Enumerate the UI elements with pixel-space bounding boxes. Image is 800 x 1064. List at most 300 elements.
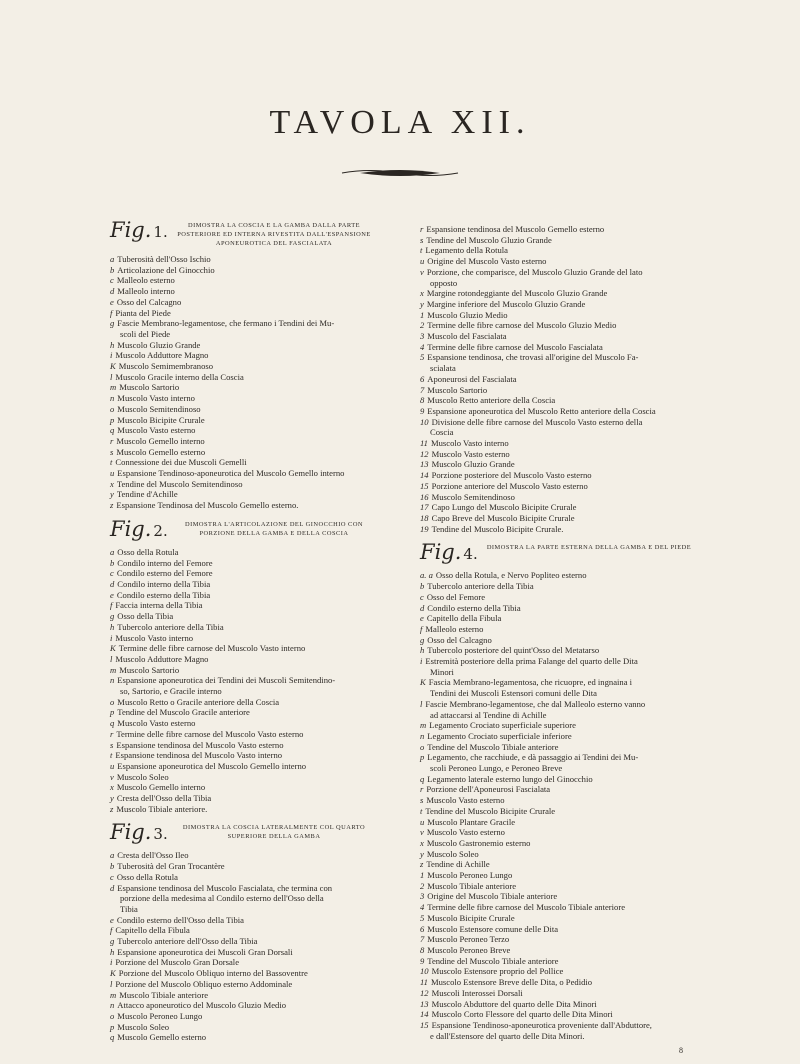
legend-item — [110, 600, 380, 611]
plate-title: TAVOLA XII. — [269, 104, 531, 141]
legend-key: u — [420, 256, 425, 267]
legend-item — [420, 603, 700, 614]
legend-key: r — [420, 784, 424, 795]
left-column — [110, 220, 380, 1051]
legend-list — [110, 547, 380, 815]
legend-text: Muscolo Gemello interno — [116, 782, 206, 793]
legend-item — [110, 1011, 380, 1022]
legend-text: Attacco aponeurotico del Muscolo Gluzio Medio — [117, 1000, 287, 1011]
legend-text: Muscolo Gastronemio esterno — [426, 837, 531, 848]
legend-item — [110, 740, 380, 751]
legend-text: Minori — [430, 666, 454, 677]
legend-key: y — [420, 298, 424, 309]
legend-item — [420, 806, 700, 817]
legend-item — [420, 288, 700, 299]
legend-item — [420, 742, 700, 753]
legend-item — [110, 654, 380, 665]
legend-key: u — [110, 468, 115, 479]
legend-text: Tuberosità del Gran Trocantère — [117, 861, 225, 872]
legend-text: Legamento della Rotula — [425, 245, 508, 256]
legend-item — [110, 547, 380, 558]
legend-key: 2 — [420, 880, 425, 891]
legend-text: scoli del Piede — [120, 328, 171, 339]
legend-text: Muscolo Sartorio — [119, 664, 180, 675]
legend-text: Divisione delle fibre carnose del Muscolo Vasto esterno della — [431, 416, 643, 427]
legend-key: g — [110, 318, 115, 329]
figure-label — [110, 220, 168, 242]
page-number: 8 — [679, 1046, 683, 1055]
legend-item — [110, 286, 380, 297]
legend-text: Muscolo del Fascialata — [427, 331, 507, 342]
legend-text: Muscolo Peroneo Breve — [427, 945, 511, 955]
legend-item — [420, 731, 700, 742]
legend-key: e — [110, 589, 114, 600]
legend-item — [420, 524, 700, 535]
legend-text: Tendine del Muscolo Gluzio Grande — [426, 234, 552, 245]
legend-item — [420, 624, 700, 635]
legend-item — [420, 999, 700, 1010]
legend-item — [110, 633, 380, 644]
legend-text: Espansione aponeurotica del Muscolo Retto anteriore della Coscia — [427, 405, 656, 416]
legend-key: o — [420, 741, 425, 752]
legend-key: 4 — [420, 341, 425, 352]
legend-key: 7 — [420, 384, 425, 395]
legend-text: Fascie Membrano-legamentose, che dal Malleolo esterno vanno — [425, 698, 646, 709]
legend-item — [420, 859, 700, 870]
figure-label — [110, 822, 168, 844]
legend-key: t — [110, 457, 113, 468]
legend-item — [110, 686, 380, 697]
figure-number: 3. — [153, 825, 168, 844]
legend-text: Espansione aponeurotica del Muscolo Gemello interno — [117, 760, 307, 771]
legend-key: 3 — [420, 331, 425, 342]
legend-text: opposto — [430, 277, 458, 288]
legend-item — [420, 613, 700, 624]
legend-item — [110, 568, 380, 579]
legend-text: Muscolo Adduttore Magno — [115, 350, 209, 361]
legend-key: 6 — [420, 373, 425, 384]
legend-key: s — [110, 739, 114, 750]
legend-key: 8 — [420, 945, 425, 955]
legend-key: h — [110, 339, 115, 350]
legend-text: Espansione Tendinoso-aponeurotica del Muscolo Gemello interno — [117, 468, 345, 479]
legend-item — [420, 299, 700, 310]
legend-item — [420, 774, 700, 785]
legend-list — [420, 224, 700, 534]
legend-item — [420, 849, 700, 860]
legend-text: Tendine del Muscolo Semitendinoso — [116, 478, 243, 489]
legend-text: Condilo interno della Tibia — [117, 578, 211, 589]
legend-text: ad attaccarsi al Tendine di Achille — [430, 709, 547, 720]
legend-key: x — [420, 837, 424, 848]
figure-1 — [110, 220, 380, 511]
legend-item — [110, 590, 380, 601]
legend-key: 7 — [420, 934, 425, 945]
legend-key: x — [420, 288, 424, 299]
legend-key: e — [110, 296, 114, 307]
legend-key: 3 — [420, 891, 425, 902]
legend-text: Porzione anteriore del Muscolo Vasto esterno — [431, 480, 588, 491]
legend-text: Capo Lungo del Muscolo Bicipite Crurale — [431, 502, 577, 513]
legend-item — [420, 667, 700, 678]
legend-item — [420, 245, 700, 256]
legend-text: Espansione aponeurotica dei Tendini dei Muscoli Semitendino- — [117, 675, 336, 686]
legend-text: Espansione Tendinosa del Muscolo Gemello esterno. — [116, 500, 299, 511]
legend-item — [420, 449, 700, 460]
legend-key: K — [110, 643, 116, 654]
legend-key: a. a — [420, 570, 433, 581]
legend-key: K — [110, 968, 116, 979]
legend-item — [420, 374, 700, 385]
legend-key: o — [110, 1011, 115, 1021]
legend-text: Muscolo Gluzio Grande — [117, 339, 201, 350]
legend-key: 14 — [420, 1009, 429, 1020]
legend-text: Muscolo Estensore proprio del Pollice — [431, 966, 564, 977]
legend-item — [110, 979, 380, 990]
legend-text: so, Sartorio, e Gracile interno — [120, 686, 222, 697]
legend-key: m — [110, 989, 117, 1000]
legend-key: b — [420, 581, 425, 592]
legend-item — [420, 656, 700, 667]
figure-heading — [110, 516, 380, 541]
figure-heading — [420, 542, 700, 564]
legend-list — [420, 570, 700, 1041]
legend-item — [110, 872, 380, 883]
legend-text: Capo Breve del Muscolo Bicipite Crurale — [431, 512, 575, 523]
legend-item — [420, 988, 700, 999]
figure-label — [420, 542, 478, 564]
legend-item — [420, 795, 700, 806]
legend-item — [420, 320, 700, 331]
figure-2 — [110, 516, 380, 815]
legend-text: Muscolo Peroneo Lungo — [427, 870, 513, 881]
legend-key: a — [110, 254, 115, 264]
legend-text: Margine inferiore del Muscolo Gluzio Grande — [426, 298, 586, 309]
legend-item — [110, 382, 380, 393]
figure-4 — [420, 542, 700, 1041]
legend-text: Muscolo Vasto interno — [117, 393, 195, 404]
legend-text: Malleolo esterno — [116, 275, 175, 286]
legend-key: z — [110, 803, 114, 814]
legend-key: d — [110, 578, 115, 589]
legend-key: 10 — [420, 966, 429, 977]
legend-item — [110, 579, 380, 590]
legend-item — [420, 352, 700, 363]
legend-item — [420, 235, 700, 246]
legend-text: Espansione tendinosa del Muscolo Fascialata, che termina con — [117, 882, 333, 893]
legend-item — [420, 784, 700, 795]
legend-text: Tendine del Muscolo Bicipite Crurale. — [431, 523, 564, 534]
legend-text: Muscolo Semitendinoso — [431, 491, 515, 502]
legend-key: l — [110, 371, 113, 382]
legend-item — [110, 772, 380, 783]
legend-key: 14 — [420, 470, 429, 481]
legend-text: Osso del Calcagno — [427, 634, 492, 645]
legend-text: Muscolo Gracile interno della Coscia — [115, 371, 244, 382]
legend-text: Porzione del Muscolo Gran Dorsale — [115, 957, 240, 968]
legend-item — [110, 861, 380, 872]
legend-item — [420, 331, 700, 342]
legend-text: Porzione dell'Aponeurosi Fascialata — [426, 784, 551, 795]
legend-item — [420, 838, 700, 849]
legend-key: r — [110, 728, 114, 739]
legend-text: Muscolo Soleo — [426, 848, 479, 859]
legend-text: Muscolo Vasto esterno — [426, 827, 505, 838]
legend-item — [110, 643, 380, 654]
legend-text: Osso della Rotula — [117, 546, 179, 557]
legend-item — [110, 372, 380, 383]
legend-item — [110, 457, 380, 468]
legend-item — [110, 697, 380, 708]
legend-item — [110, 558, 380, 569]
legend-text: Muscolo Gluzio Grande — [431, 459, 515, 470]
legend-text: Muscolo Semimembranoso — [118, 361, 214, 372]
right-column — [420, 220, 700, 1049]
legend-item — [110, 479, 380, 490]
legend-text: Condilo esterno dell'Osso della Tibia — [116, 914, 244, 925]
legend-key: h — [110, 621, 115, 632]
legend-key: y — [110, 489, 114, 500]
legend-text: Tubercolo anteriore della Tibia — [117, 621, 224, 632]
legend-key: 15 — [420, 480, 429, 491]
legend-text: Coscia — [430, 427, 454, 438]
legend-text: Termine delle fibre carnose del Muscolo Vasto esterno — [116, 728, 304, 739]
legend-item — [420, 570, 700, 581]
legend-text: Capitello della Fibula — [115, 925, 190, 936]
legend-key: o — [110, 403, 115, 414]
legend-text: Margine rotondeggiante del Muscolo Gluzio Grande — [426, 288, 608, 299]
legend-key: i — [420, 656, 423, 667]
legend-text: Espansione tendinosa del Muscolo Gemello esterno — [426, 224, 605, 234]
legend-item — [110, 793, 380, 804]
legend-text: Muscolo Vasto esterno — [117, 718, 196, 729]
legend-item — [420, 278, 700, 289]
legend-text: Muscolo Peroneo Lungo — [117, 1011, 203, 1021]
legend-item — [110, 340, 380, 351]
legend-key: c — [110, 568, 114, 579]
legend-text: Faccia interna della Tibia — [115, 600, 203, 611]
legend-key: l — [110, 978, 113, 989]
legend-text: Espansione tendinosa, che trovasi all'origine del Muscolo Fa- — [427, 352, 639, 363]
legend-text: Muscolo Tibiale anteriore — [119, 989, 209, 1000]
legend-item — [110, 318, 380, 329]
legend-item — [420, 224, 700, 235]
legend-text: Osso della Tibia — [117, 611, 174, 622]
legend-key: b — [110, 861, 115, 872]
legend-item — [110, 761, 380, 772]
legend-item — [420, 635, 700, 646]
legend-text: Aponeurosi del Fascialata — [427, 373, 517, 384]
legend-item — [110, 468, 380, 479]
legend-item — [420, 956, 700, 967]
legend-text: Muscolo Vasto interno — [430, 438, 509, 449]
legend-key: K — [110, 361, 116, 372]
legend-key: n — [420, 730, 425, 741]
legend-text: Termine delle fibre carnose del Muscolo Vasto interno — [118, 643, 306, 654]
legend-key: s — [420, 234, 424, 245]
legend-item — [110, 350, 380, 361]
legend-item — [110, 893, 380, 904]
legend-item — [420, 827, 700, 838]
legend-text: Tubercolo anteriore della Tibia — [427, 581, 534, 592]
ornament-divider-icon — [340, 166, 460, 180]
legend-item — [110, 1022, 380, 1033]
legend-key: p — [110, 707, 115, 718]
legend-key: g — [420, 634, 425, 645]
figure-number: 1. — [153, 223, 168, 241]
legend-item — [420, 481, 700, 492]
legend-item — [420, 924, 700, 935]
legend-text: Muscolo Gemello esterno — [116, 446, 206, 457]
legend-text: Muscolo Tibiale anteriore — [427, 880, 517, 891]
legend-key: 19 — [420, 523, 429, 534]
figure-description: DIMOSTRA LA COSCIA E LA GAMBA DALLA PARTE POSTERIORE ED INTERNA RIVESTITA DALL'ESPANSIONE APONEUROTICA DEL FASCIALATA — [177, 222, 371, 247]
legend-item — [110, 675, 380, 686]
legend-key: u — [420, 816, 425, 827]
legend-text: Tubercolo anteriore dell'Osso della Tibia — [117, 936, 258, 947]
legend-key: q — [110, 718, 115, 729]
legend-key: h — [420, 645, 425, 656]
legend-item — [110, 707, 380, 718]
legend-text: Muscolo Bicipite Crurale — [427, 912, 515, 923]
legend-item — [110, 936, 380, 947]
legend-item — [420, 395, 700, 406]
legend-item — [110, 957, 380, 968]
legend-text: Muscolo Vasto interno — [115, 632, 194, 643]
legend-key: o — [110, 696, 115, 707]
legend-text: Articolazione del Ginocchio — [117, 264, 215, 275]
legend-list — [110, 254, 380, 511]
legend-item — [420, 688, 700, 699]
legend-key: p — [420, 752, 425, 763]
legend-item — [110, 750, 380, 761]
legend-text: Muscolo Sartorio — [427, 384, 488, 395]
legend-key: K — [420, 677, 426, 688]
figure-heading — [110, 220, 380, 248]
legend-key: r — [420, 224, 424, 234]
legend-item — [420, 502, 700, 513]
figure-number: 2. — [153, 521, 168, 540]
legend-text: Condilo interno del Femore — [117, 557, 213, 568]
legend-key: s — [420, 795, 424, 806]
legend-item — [420, 913, 700, 924]
legend-key: v — [420, 266, 424, 277]
legend-item — [110, 915, 380, 926]
legend-text: Tendine di Achille — [426, 859, 490, 870]
legend-key: t — [420, 245, 423, 256]
legend-key: e — [420, 613, 424, 624]
legend-key: c — [420, 591, 424, 602]
legend-text: Termine delle fibre carnose del Muscolo Gluzio Medio — [427, 320, 617, 331]
legend-text: Espansione tendinosa del Muscolo Vasto esterno — [116, 739, 284, 750]
legend-text: Condilo esterno della Tibia — [116, 589, 211, 600]
legend-text: Fascia Membrano-legamentosa, che ricuopre, ed ingnaina i — [428, 677, 633, 688]
legend-key: g — [110, 936, 115, 947]
legend-item — [420, 699, 700, 710]
legend-item — [420, 256, 700, 267]
legend-item — [110, 275, 380, 286]
legend-item — [110, 254, 380, 265]
figure-number: 4. — [463, 545, 478, 564]
figure-label-text: Fig. — [110, 516, 152, 541]
legend-key: q — [420, 773, 425, 784]
legend-item — [420, 385, 700, 396]
legend-key: n — [110, 675, 115, 686]
legend-text: Muscolo Gemello esterno — [117, 1032, 207, 1043]
legend-item — [110, 782, 380, 793]
legend-item — [110, 393, 380, 404]
legend-key: f — [110, 600, 113, 611]
legend-key: t — [110, 750, 113, 761]
legend-item — [420, 891, 700, 902]
legend-text: Legamento Crociato superficiale superiore — [429, 720, 576, 731]
legend-text: Estremità posteriore della prima Falange del quarto delle Dita — [425, 656, 638, 667]
legend-item — [110, 804, 380, 815]
legend-text: Tendine del Muscolo Tibiale anteriore — [427, 955, 559, 966]
legend-text: Muscoli Interossei Dorsali — [431, 987, 523, 998]
legend-text: Muscolo Bicipite Crurale — [117, 414, 205, 425]
legend-text: Cresta dell'Osso della Tibia — [116, 793, 212, 804]
legend-key: q — [110, 1032, 115, 1043]
legend-text: e dall'Estensore del quarto delle Dita Minori. — [430, 1030, 585, 1041]
legend-text: Tendine del Muscolo Bicipite Crurale — [425, 805, 556, 816]
legend-item — [110, 404, 380, 415]
legend-key: y — [110, 793, 114, 804]
legend-item — [420, 710, 700, 721]
legend-key: h — [110, 946, 115, 957]
legend-key: 11 — [420, 438, 428, 449]
legend-key: r — [110, 435, 114, 446]
legend-item — [110, 447, 380, 458]
legend-item — [110, 968, 380, 979]
legend-item — [420, 438, 700, 449]
legend-key: 6 — [420, 923, 425, 934]
legend-item — [420, 427, 700, 438]
legend-item — [110, 265, 380, 276]
legend-item — [110, 436, 380, 447]
legend-key: 13 — [420, 459, 429, 470]
legend-key: g — [110, 611, 115, 622]
legend-key: f — [110, 307, 113, 318]
legend-text: Fascie Membrano-legamentose, che fermano i Tendini dei Mu- — [117, 318, 335, 329]
legend-text: Muscolo Vasto esterno — [117, 425, 196, 436]
legend-text: Muscolo Soleo — [116, 771, 169, 782]
legend-item — [420, 881, 700, 892]
legend-item — [110, 425, 380, 436]
legend-text: Malleolo interno — [117, 286, 175, 297]
legend-item — [110, 1000, 380, 1011]
legend-key: 12 — [420, 448, 429, 459]
legend-item — [420, 581, 700, 592]
legend-item — [420, 417, 700, 428]
figure-label — [110, 516, 168, 541]
legend-key: 8 — [420, 395, 425, 406]
legend-text: Muscolo Corto Flessore del quarto delle Dita Minori — [431, 1009, 613, 1020]
figure-description: DIMOSTRA LA PARTE ESTERNA DELLA GAMBA E DEL PIEDE — [486, 544, 692, 552]
legend-text: Porzione del Muscolo Obliquo esterno Addominale — [115, 978, 293, 989]
legend-key: f — [110, 925, 113, 936]
legend-key: c — [110, 871, 114, 882]
legend-item — [110, 297, 380, 308]
legend-item — [110, 947, 380, 958]
legend-text: Osso del Calcagno — [116, 296, 182, 307]
legend-key: 9 — [420, 955, 425, 966]
legend-key: f — [420, 623, 423, 634]
legend-text: Muscolo Plantare Gracile — [427, 816, 516, 827]
legend-text: Termine delle fibre carnose del Muscolo Fascialata — [427, 341, 603, 352]
legend-key: x — [110, 782, 114, 793]
legend-text: Pianta del Piede — [115, 307, 171, 318]
